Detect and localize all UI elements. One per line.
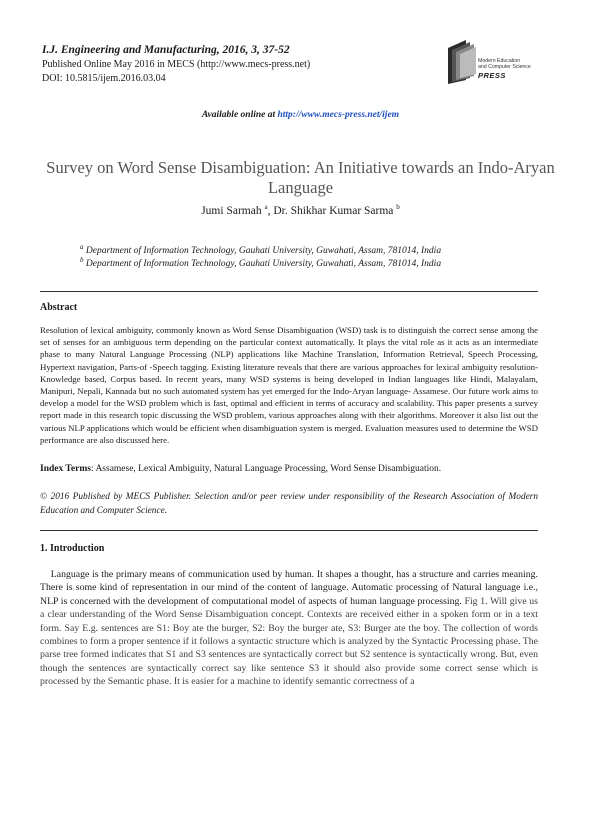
intro-text-part-2: Fig 1. Will give us a clear understanding of the Word Sense Disambiguation concept. Contexts are received either in a spoken form or in a text form. Say E.g. sentences are S1: Boy ate the burger, S2: Boy the burger ate, S3: Burger ate the boy. The collection of words combines to form a proper sentence if it follows a syntactic structure which is analyzed by the Syntactic Processing phase. The parse tree formed indicates that S1 and S3 sentences are syntactically correct but S2 sentence is syntactically wrong. But, even though the sentences are syntactically correct say like sentence S3 it should also provide some correct sense which is processed by the Semantic phase. It is easier for a machine to identify semantic correctness of a	[40, 595, 538, 688]
introduction-paragraph	[40, 568, 538, 689]
logo-text	[478, 58, 531, 70]
affiliation-b-marker: b	[80, 256, 84, 264]
paper-title: Survey on Word Sense Disambiguation: An Initiative towards an Indo-Aryan Language	[46, 158, 555, 197]
author-separator: ,	[267, 204, 274, 217]
publication-info: Published Online May 2016 in MECS (http://www.mecs-press.net)	[42, 59, 311, 70]
abstract-heading: Abstract	[40, 302, 78, 313]
journal-citation: I.J. Engineering and Manufacturing, 2016, 3, 37-52	[42, 44, 290, 56]
author-2: Dr. Shikhar Kumar Sarma	[273, 204, 394, 217]
introduction-heading: 1. Introduction	[40, 543, 105, 554]
section-divider-top	[40, 291, 538, 292]
doi: DOI: 10.5815/ijem.2016.03.04	[42, 73, 166, 84]
affiliation-a	[80, 243, 441, 256]
author-2-marker: b	[396, 203, 400, 211]
available-prefix: Available online at	[201, 110, 278, 120]
available-online	[0, 110, 601, 120]
affiliation-b	[80, 256, 441, 269]
intro-text-part-1: Language is the primary means of communication used by human. It shapes a thought, has a structure and carries meaning. There is some kind of representation in our mind of the content of language. Automatic processing of Natural language i.e., NLP is concerned with the development of computational model of aspects of human language processing.	[40, 569, 538, 607]
authors	[0, 203, 601, 217]
index-terms-list: : Assamese, Lexical Ambiguity, Natural Language Processing, Word Sense Disambiguation.	[90, 464, 442, 474]
copyright-notice: © 2016 Published by MECS Publisher. Selection and/or peer review under responsibility of the Research Association of Modern Education and Computer Science.	[40, 492, 538, 516]
affiliation-a-marker: a	[80, 243, 84, 251]
journal-url-link[interactable]: http://www.mecs-press.net/ijem	[277, 110, 400, 120]
index-terms-label: Index Terms	[40, 464, 91, 474]
author-1-marker: a	[264, 203, 268, 211]
abstract-text: Resolution of lexical ambiguity, commonly known as Word Sense Disambiguation (WSD) task is to distinguish the correct sense among the set of senses for an ambiguous term depending on the particular context automatically. It plays the vital role as it acts as an intermediate phase to many Natural Language Processing (NLP) applications like Machine Translation, Information Retrieval, Speech Processing, Hypertext navigation, Parts-of -Speech tagging. Existing literature reveals that there are various approaches for lexical ambiguity resolution-Knowledge based, Corpus based. In recent years, many WSD systems is being developed in Indian languages like Hindi, Malayalam, Manipuri, Nepali, Kannada but no such automated system has yet emerged for the Indo-Aryan language- Assamese. Our future work aims to develop a model for the WSD problem which is fast, optimal and efficient in terms of accuracy and scalability. This paper presents a survey report made in this research topic discussing the WSD problem, various approaches along with their algorithms. Moreover it also list out the various NLP applications which would be efficient when disambiguation system is merged. Evaluation measures used to determine the WSD performance are also discussed here.	[40, 325, 538, 445]
section-divider-bottom	[40, 530, 538, 531]
logo-line-1: Modern Education	[478, 58, 521, 64]
affiliation-a-text: Department of Information Technology, Gauhati University, Guwahati, Assam, 781014, India	[85, 246, 442, 257]
author-1: Jumi Sarmah	[201, 204, 262, 217]
logo-press: PRESS	[478, 71, 506, 80]
affiliation-b-text: Department of Information Technology, Gauhati University, Guwahati, Assam, 781014, India	[85, 259, 442, 270]
index-terms	[40, 464, 538, 474]
logo-line-2: and Computer Science	[478, 64, 531, 70]
